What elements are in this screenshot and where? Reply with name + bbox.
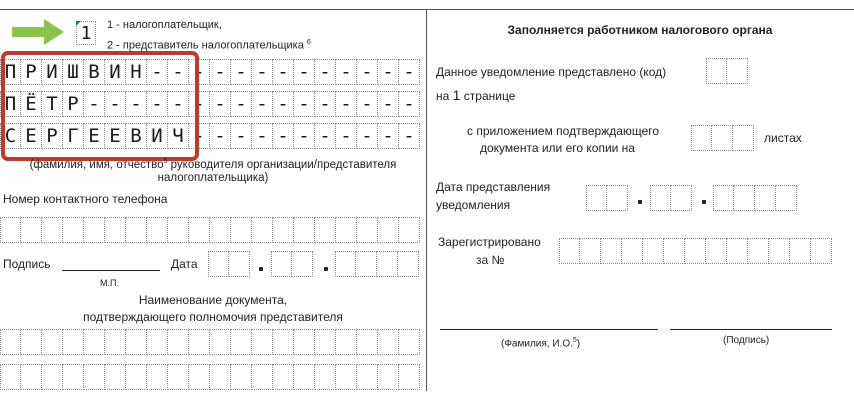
name-letter-cell[interactable]: Е [105,123,126,149]
phone-digit-cell[interactable] [315,217,336,243]
date-digit-cell[interactable] [671,185,692,211]
name-letter-cell[interactable]: - [315,123,336,149]
date-separator [259,267,263,271]
cell-corner-mark [76,21,81,26]
signature-caption: (Подпись) [723,335,770,346]
attachment-line2: документа или его копии на [480,141,635,155]
name-letter-cell[interactable]: - [273,91,294,117]
name-letter-cell[interactable]: Р [42,123,63,149]
name-letter-cell[interactable]: - [210,123,231,149]
doc-name-cell[interactable] [147,364,168,390]
doc-name-cell[interactable] [189,329,210,355]
phone-digit-cell[interactable] [378,217,399,243]
name-letter-cell[interactable]: - [210,91,231,117]
name-letter-cell[interactable]: И [105,59,126,85]
registration-digit-cell[interactable] [601,238,622,264]
registration-digit-cell[interactable] [622,238,643,264]
phone-label: Номер контактного телефона [3,192,168,206]
name-letter-cell[interactable]: - [378,91,399,117]
registration-digit-cell[interactable] [664,238,685,264]
doc-name-cell[interactable] [378,329,399,355]
phone-digit-cell[interactable] [63,217,84,243]
attachment-sheets-field[interactable] [691,125,754,151]
name-letter-cell[interactable]: - [294,123,315,149]
phone-digit-cell[interactable] [42,217,63,243]
name-letter-cell[interactable]: - [336,91,357,117]
doc-name-cell[interactable] [105,364,126,390]
name-letter-cell[interactable]: - [294,59,315,85]
doc-name-cell[interactable] [294,364,315,390]
name-letter-cell[interactable]: Ё [21,91,42,117]
date-submitted-line2: уведомления [436,198,511,212]
doc-name-cell[interactable] [42,329,63,355]
doc-name-cell[interactable] [147,329,168,355]
name-letter-cell[interactable]: П [0,91,21,117]
doc-name-cell[interactable] [210,329,231,355]
doc-name-cell[interactable] [399,329,420,355]
column-divider [426,9,427,391]
name-letter-cell[interactable]: - [105,91,126,117]
fio-caption-line1: (фамилия, имя, отчество$^5$ руководителя организации/представителя [29,158,397,171]
registration-digit-cell[interactable] [685,238,706,264]
name-letter-cell[interactable]: Р [21,59,42,85]
registered-line1: Зарегистрировано [438,235,541,249]
registration-digit-cell[interactable] [706,238,727,264]
name-letter-cell[interactable]: - [294,91,315,117]
name-letter-cell[interactable]: - [336,123,357,149]
doc-name-cell[interactable] [315,329,336,355]
name-letter-cell[interactable]: Н [126,59,147,85]
name-letter-cell[interactable]: Е [21,123,42,149]
doc-name-cell[interactable] [336,364,357,390]
option-representative: 2 - представитель налогоплательщика $^6$ [107,39,311,52]
name-letter-cell[interactable]: Ш [63,59,84,85]
name-letter-cell[interactable]: - [357,123,378,149]
phone-digit-cell[interactable] [357,217,378,243]
date-digit-cell[interactable] [734,185,755,211]
date-digit-cell[interactable] [776,185,797,211]
name-letter-cell[interactable]: Р [63,91,84,117]
date-digit-cell[interactable] [356,251,377,277]
date-separator [324,267,328,271]
name-letter-cell[interactable]: - [252,59,273,85]
phone-digit-cell[interactable] [399,217,420,243]
phone-digit-cell[interactable] [168,217,189,243]
name-letter-cell[interactable]: - [126,91,147,117]
name-letter-cell[interactable]: - [189,91,210,117]
doc-name-cell[interactable] [399,364,420,390]
doc-name-cell[interactable] [63,364,84,390]
name-letter-cell[interactable]: И [147,123,168,149]
doc-name-cell[interactable] [0,364,21,390]
doc-name-cell[interactable] [21,329,42,355]
date-year-field[interactable] [335,251,419,277]
code-digit-cell[interactable] [727,58,748,84]
date-digit-cell[interactable] [229,251,250,277]
name-letter-cell[interactable]: - [168,91,189,117]
doc-name-cell[interactable] [168,329,189,355]
registration-digit-cell[interactable] [727,238,748,264]
option-taxpayer: 1 - налогоплательщик, [107,19,222,31]
submitted-code-field[interactable] [706,58,748,84]
name-letter-cell[interactable]: - [399,123,420,149]
arrow-right-icon [10,17,66,47]
phone-digit-cell[interactable] [252,217,273,243]
date-submitted-line1: Дата представления [436,180,551,194]
phone-digit-cell[interactable] [147,217,168,243]
doc-name-cell[interactable] [252,364,273,390]
name-letter-cell[interactable]: Г [63,123,84,149]
submitted-code-label: Данное уведомление представлено (код) [436,65,667,79]
date-digit-cell[interactable] [586,185,607,211]
submitted-month-field[interactable] [650,185,692,211]
name-letter-cell[interactable]: - [189,59,210,85]
name-letter-cell[interactable]: - [189,123,210,149]
name-letter-cell[interactable]: - [273,59,294,85]
doc-name-cell[interactable] [168,364,189,390]
doc-name-cell[interactable] [126,364,147,390]
doc-name-cell[interactable] [42,364,63,390]
name-letter-cell[interactable]: - [399,91,420,117]
name-letter-cell[interactable]: Ч [168,123,189,149]
phone-digit-cell[interactable] [0,217,21,243]
registration-number-field[interactable] [559,238,832,264]
phone-digit-cell[interactable] [273,217,294,243]
sheets-digit-cell[interactable] [691,125,712,151]
sheets-digit-cell[interactable] [733,125,754,151]
doc-name-line1: Наименование документа, [138,293,288,307]
date-separator [638,200,642,204]
doc-name-field-row2[interactable] [0,364,420,390]
date-digit-cell[interactable] [650,185,671,211]
doc-name-cell[interactable] [63,329,84,355]
name-letter-cell[interactable]: - [378,59,399,85]
name-letter-cell[interactable]: - [231,59,252,85]
fio-caption: (Фамилия, И.О.$^5$) [501,337,581,350]
registration-digit-cell[interactable] [559,238,580,264]
date-digit-cell[interactable] [755,185,776,211]
registration-digit-cell[interactable] [790,238,811,264]
date-month-field[interactable] [271,251,313,277]
sheets-digit-cell[interactable] [712,125,733,151]
phone-digit-cell[interactable] [336,217,357,243]
pages-label: на 1 странице [436,87,516,103]
submitted-year-field[interactable] [713,185,797,211]
name-letter-cell[interactable]: - [336,59,357,85]
name-letter-cell[interactable]: В [126,123,147,149]
name-letter-cell[interactable]: Т [42,91,63,117]
name-letter-cell[interactable]: - [168,59,189,85]
name-letter-cell[interactable]: - [231,123,252,149]
phone-digit-cell[interactable] [231,217,252,243]
name-letter-cell[interactable]: - [252,91,273,117]
doc-name-cell[interactable] [252,329,273,355]
submitted-day-field[interactable] [586,185,628,211]
doc-name-cell[interactable] [273,329,294,355]
doc-name-cell[interactable] [231,364,252,390]
name-letter-cell[interactable]: - [315,91,336,117]
date-digit-cell[interactable] [292,251,313,277]
date-digit-cell[interactable] [713,185,734,211]
registration-digit-cell[interactable] [748,238,769,264]
code-digit-cell[interactable] [706,58,727,84]
name-letter-cell[interactable]: - [378,123,399,149]
registration-digit-cell[interactable] [643,238,664,264]
name-letter-cell[interactable]: - [252,123,273,149]
doc-name-cell[interactable] [336,329,357,355]
phone-field[interactable] [0,217,420,243]
registration-digit-cell[interactable] [769,238,790,264]
signature-line[interactable] [62,270,160,271]
date-digit-cell[interactable] [398,251,419,277]
doc-name-cell[interactable] [378,364,399,390]
doc-name-cell[interactable] [357,364,378,390]
name-letter-cell[interactable]: - [315,59,336,85]
date-digit-cell[interactable] [335,251,356,277]
doc-name-field-row1[interactable] [0,329,420,355]
date-digit-cell[interactable] [607,185,628,211]
stamp-label: М.П. [100,278,119,288]
signature-line-right[interactable] [670,329,832,330]
right-title: Заполняется работником налогового органа [507,23,773,37]
doc-name-cell[interactable] [294,329,315,355]
phone-digit-cell[interactable] [105,217,126,243]
name-letter-cell[interactable]: Е [84,123,105,149]
date-day-field[interactable] [208,251,250,277]
date-digit-cell[interactable] [208,251,229,277]
name-letter-cell[interactable]: - [147,59,168,85]
top-border [0,9,854,10]
doc-name-cell[interactable] [21,364,42,390]
doc-name-cell[interactable] [189,364,210,390]
sheets-label: листах [764,131,802,145]
fio-signature-line[interactable] [440,329,658,330]
name-highlight-box [1,51,199,161]
doc-name-cell[interactable] [273,364,294,390]
name-letter-cell[interactable]: - [399,59,420,85]
doc-name-cell[interactable] [126,329,147,355]
signature-label: Подпись [3,257,51,271]
phone-digit-cell[interactable] [126,217,147,243]
phone-digit-cell[interactable] [210,217,231,243]
name-letter-cell[interactable]: П [0,59,21,85]
doc-name-cell[interactable] [0,329,21,355]
fio-caption-line2: налогоплательщика) [157,172,269,184]
doc-name-line2: подтверждающего полномочия представителя [83,310,343,324]
date-label: Дата [171,257,198,271]
doc-name-cell[interactable] [105,329,126,355]
name-letter-cell[interactable]: С [0,123,21,149]
doc-name-cell[interactable] [210,364,231,390]
name-letter-cell[interactable]: - [231,91,252,117]
doc-name-cell[interactable] [84,329,105,355]
name-letter-cell[interactable]: - [84,91,105,117]
registration-digit-cell[interactable] [811,238,832,264]
phone-digit-cell[interactable] [294,217,315,243]
name-letter-cell[interactable]: В [84,59,105,85]
date-separator [702,200,706,204]
doc-name-cell[interactable] [231,329,252,355]
registration-digit-cell[interactable] [580,238,601,264]
name-letter-cell[interactable]: - [273,123,294,149]
name-letter-cell[interactable]: И [42,59,63,85]
phone-digit-cell[interactable] [189,217,210,243]
taxpayer-type-value: 1 [80,22,92,44]
name-letter-cell[interactable]: - [357,59,378,85]
phone-digit-cell[interactable] [21,217,42,243]
doc-name-cell[interactable] [84,364,105,390]
date-digit-cell[interactable] [377,251,398,277]
doc-name-cell[interactable] [357,329,378,355]
name-letter-cell[interactable]: - [147,91,168,117]
date-digit-cell[interactable] [271,251,292,277]
attachment-line1: с приложением подтверждающего [467,124,660,138]
phone-digit-cell[interactable] [84,217,105,243]
registered-line2: за № [476,253,505,267]
name-letter-cell[interactable]: - [357,91,378,117]
doc-name-cell[interactable] [315,364,336,390]
name-letter-cell[interactable]: - [210,59,231,85]
